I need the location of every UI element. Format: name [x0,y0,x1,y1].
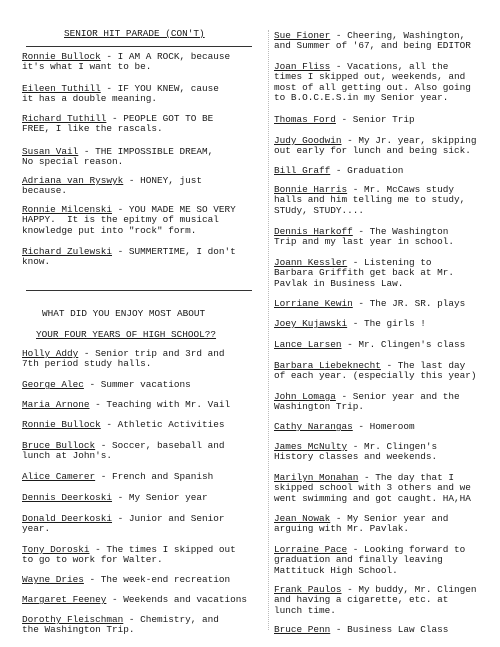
student-name: Bill Graff [274,165,331,176]
student-name: Sue Fioner [274,30,331,41]
answer-entry [274,166,403,176]
answer-entry [22,420,225,430]
hit-parade-entry [22,247,236,268]
entry-text: - Athletic Activities [100,419,225,430]
question-line-1: WHAT DID YOU ENJOY MOST ABOUT [42,308,206,319]
answer-entry [22,493,208,503]
entry-text: - My Senior year [112,492,208,503]
answer-entry [274,585,477,616]
answer-entry [274,340,465,350]
student-name: Susan Vail [22,146,79,157]
answer-entry [274,115,415,125]
entry-text: - The week-end recreation [83,574,231,585]
answer-entry [22,514,225,535]
entry-text: - The JR. SR. plays [352,298,466,309]
entry-text: - The Washington Trip and my last year in school. [274,226,455,248]
entry-text: - My buddy, Mr. Clingen and having a cigarette, etc. at lunch time. [274,584,477,616]
student-name: Ronnie Bullock [22,51,101,62]
student-name: Dennis Deerkoski [22,492,113,503]
answer-entry [274,392,460,413]
answer-entry [274,258,454,289]
student-name: Joan Fliss [274,61,331,72]
student-name: Maria Arnone [22,399,90,410]
question-line-2: YOUR FOUR YEARS OF HIGH SCHOOL?? [36,329,217,340]
answer-entry [274,136,477,157]
hit-parade-entry [22,84,219,105]
entry-text: - Listening to Barbara Griffith get back at Mr. Pavlak in Business Law. [274,257,455,289]
student-name: Dennis Harkoff [274,226,353,237]
answer-entry [274,625,448,635]
entry-text: - PEOPLE GOT TO BE FREE, I like the rascals. [22,113,214,135]
heading-rule [26,46,252,47]
entry-text: - Graduation [330,165,404,176]
answer-entry [274,227,454,248]
entry-text: - Senior year and the Washington Trip. [274,391,460,413]
student-name: Margaret Feeney [22,594,107,605]
entry-text: - I AM A ROCK, because it's what I want to be. [22,51,231,73]
entry-text: - THE IMPOSSIBLE DREAM, No special reason. [22,146,214,168]
answer-entry [22,472,213,482]
entry-text: - The last day of each year. (especially this year) [274,360,477,382]
answer-entry [274,62,471,104]
answer-entry [274,31,471,52]
student-name: Holly Addy [22,348,79,359]
entry-text: - Mr. Clingen's History classes and weekends. [274,441,438,463]
student-name: Ronnie Bullock [22,419,101,430]
answer-entry [22,575,230,585]
entry-text: - French and Spanish [95,471,214,482]
entry-text: - My Jr. year, skipping out early for lunch and being sick. [274,135,477,157]
student-name: Jean Nowak [274,513,331,524]
student-name: Lorraine Pace [274,544,348,555]
answer-entry [22,380,191,390]
student-name: Bruce Bullock [22,440,96,451]
student-name: John Lomaga [274,391,336,402]
hit-parade-entry [22,147,213,168]
entry-text: - Mr. McCaws study halls and him telling me to study, STUdy, STUDY.... [274,184,466,216]
student-name: Cathy Narangas [274,421,353,432]
entry-text: - Chemistry, and the Washington Trip. [22,614,219,636]
student-name: Judy Goodwin [274,135,342,146]
entry-text: - Mr. Clingen's class [341,339,466,350]
answer-entry [22,349,225,370]
answer-entry [22,595,247,605]
entry-text: - Looking forward to graduation and finally leaving Mattituck High School. [274,544,466,576]
student-name: Thomas Ford [274,114,336,125]
entry-text: - Cheering, Washington, and Summer of '67, and being EDITOR [274,30,471,52]
entry-text: - My Senior year and arguing with Mr. Pavlak. [274,513,449,535]
entry-text: - Senior Trip [335,114,415,125]
student-name: George Alec [22,379,84,390]
entry-text: - Summer vacations [83,379,191,390]
hit-parade-entry [22,205,236,236]
student-name: Richard Tuthill [22,113,107,124]
entry-text: - Weekends and vacations [106,594,248,605]
student-name: Lance Larsen [274,339,342,350]
student-name: Barbara Liebeknecht [274,360,381,371]
entry-text: - Business Law Class [330,624,449,635]
hit-parade-entry [22,114,213,135]
section-heading: SENIOR HIT PARADE (CON'T) [64,28,205,39]
entry-text: - HONEY, just because. [22,175,203,197]
answer-entry [274,361,477,382]
entry-text: - The day that I skipped school with 3 others and we went swimming and got caught. HA,HA [274,472,471,504]
student-name: Donald Deerkoski [22,513,113,524]
student-name: Richard Zulewski [22,246,113,257]
student-name: Ronnie Milcenski [22,204,113,215]
answer-entry [274,442,437,463]
student-name: Joann Kessler [274,257,348,268]
entry-text: - Senior trip and 3rd and 7th period study halls. [22,348,225,370]
answer-entry [274,422,415,432]
answer-entry [22,441,225,462]
answer-entry [274,473,471,504]
entry-text: - Soccer, baseball and lunch at John's. [22,440,225,462]
student-name: James McNulty [274,441,348,452]
student-name: Eileen Tuthill [22,83,101,94]
student-name: Bruce Penn [274,624,331,635]
student-name: Tony Doroski [22,544,90,555]
entry-text: - Vacations, all the times I skipped out, weekends, and most of all getting out. Also going to B.O.C.E.S.in my Senior year. [274,61,471,104]
answer-entry [274,319,426,329]
entry-text: - Junior and Senior year. [22,513,225,535]
answer-entry [274,185,465,216]
entry-text: - Homeroom [352,421,415,432]
entry-text: - IF YOU KNEW, cause it has a double meaning. [22,83,219,105]
hit-parade-entry [22,52,230,73]
entry-text: - The girls ! [347,318,426,329]
entry-text: - SUMMERTIME, I don't know. [22,246,236,268]
section-rule [26,290,252,291]
entry-text: - Teaching with Mr. Vail [89,399,231,410]
entry-text: - YOU MADE ME SO VERY HAPPY. It is the epitmy of musical knowledge put into "rock" form. [22,204,236,236]
answer-entry [22,400,230,410]
student-name: Adriana van Ryswyk [22,175,124,186]
column-divider [268,30,269,630]
student-name: Dorothy Fleischman [22,614,124,625]
student-name: Frank Paulos [274,584,342,595]
answer-entry [274,514,448,535]
answer-entry [22,615,219,636]
answer-entry [274,299,465,309]
entry-text: - The times I skipped out to go to work for Walter. [22,544,236,566]
hit-parade-entry [22,176,202,197]
student-name: Marilyn Monahan [274,472,359,483]
answer-entry [274,545,465,576]
student-name: Joey Kujawski [274,318,348,329]
answer-entry [22,545,236,566]
student-name: Alice Camerer [22,471,96,482]
student-name: Bonnie Harris [274,184,348,195]
student-name: Wayne Dries [22,574,84,585]
student-name: Lorriane Kewin [274,298,353,309]
